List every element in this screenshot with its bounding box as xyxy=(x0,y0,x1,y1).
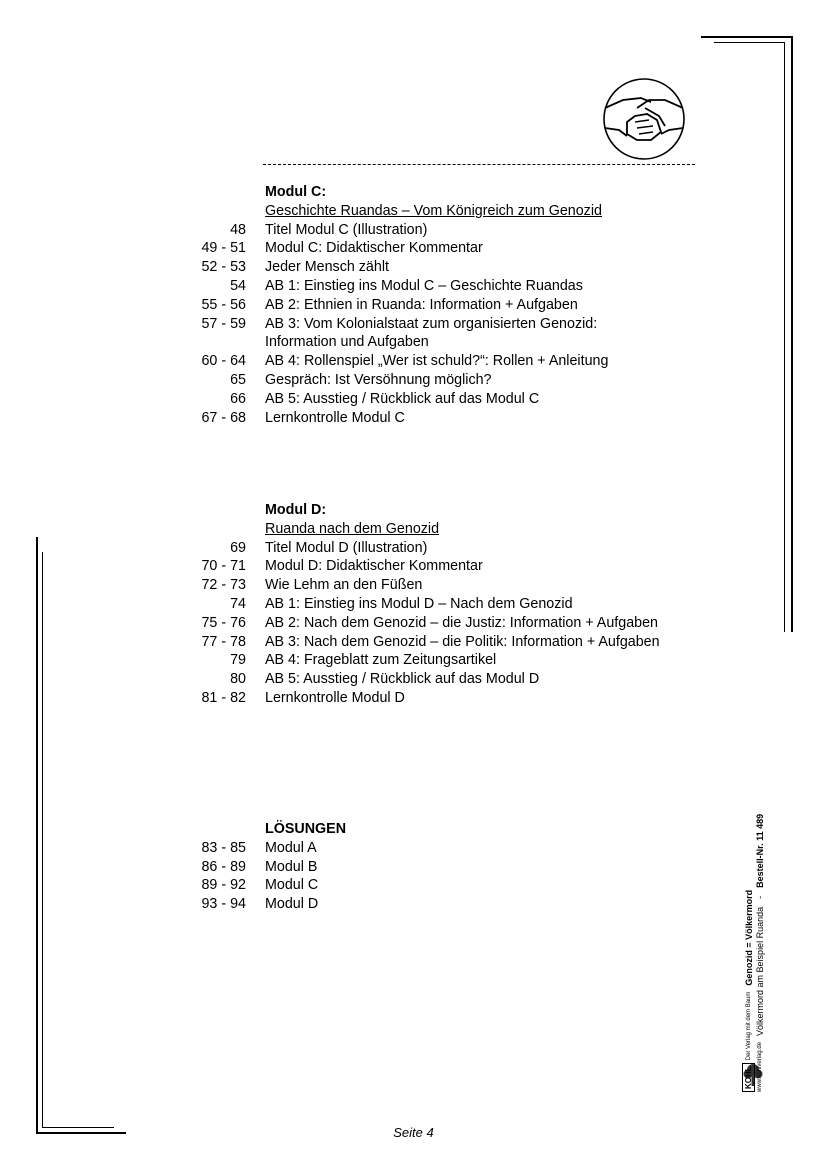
entry-title: AB 2: Nach dem Genozid – die Justiz: Information + Aufgaben xyxy=(265,614,658,631)
page-range: 49 - 51 xyxy=(201,240,246,257)
entry-title: Titel Modul C (Illustration) xyxy=(265,221,428,238)
entry-title: Wie Lehm an den Füßen xyxy=(265,577,423,594)
order-number: Bestell-Nr. 11 489 xyxy=(755,813,765,888)
entry-title: AB 4: Frageblatt zum Zeitungsartikel xyxy=(265,652,497,669)
toc-row xyxy=(190,839,710,858)
page-range: 80 xyxy=(230,671,246,688)
dashed-separator xyxy=(263,164,695,165)
publisher-info-row xyxy=(755,814,766,1092)
page-range: 89 - 92 xyxy=(201,877,246,894)
entry-title: Modul A xyxy=(265,839,317,856)
page-range: 60 - 64 xyxy=(201,353,246,370)
toc-row xyxy=(190,239,710,258)
frame-bottom-left-outer-v xyxy=(36,537,38,1134)
loesungen-section xyxy=(190,820,710,914)
publisher-block xyxy=(742,814,766,1092)
page-range: 66 xyxy=(230,390,246,407)
modul-d-subtitle: Ruanda nach dem Genozid xyxy=(265,520,440,537)
page-range: 93 - 94 xyxy=(201,896,246,913)
modul-d-subtitle-row xyxy=(190,520,710,539)
page-range: 52 - 53 xyxy=(201,259,246,276)
page-range: 65 xyxy=(230,371,246,388)
publisher-logo: KOHL xyxy=(742,1063,755,1092)
modul-c-heading-row xyxy=(190,183,710,202)
page-range: 70 - 71 xyxy=(201,558,246,575)
toc-row xyxy=(190,557,710,576)
book-subtitle: Völkermord am Beispiel Ruanda xyxy=(755,906,765,1036)
toc-row xyxy=(190,258,710,277)
toc-row xyxy=(190,633,710,652)
modul-d-section xyxy=(190,501,710,708)
toc-row xyxy=(190,371,710,390)
frame-bottom-left-inner-v xyxy=(42,552,43,1128)
publisher-tagline: Der Verlag mit dem Baum xyxy=(746,991,752,1061)
page-range: 86 - 89 xyxy=(201,858,246,875)
toc-row xyxy=(190,390,710,409)
modul-c-heading: Modul C: xyxy=(265,184,327,200)
entry-title: AB 5: Ausstieg / Rückblick auf das Modul D xyxy=(265,671,540,688)
modul-d-heading: Modul D: xyxy=(265,502,327,518)
entry-title: AB 3: Vom Kolonialstaat zum organisierten Genozid: xyxy=(265,315,598,332)
loesungen-heading-row xyxy=(190,820,710,839)
entry-title: Lernkontrolle Modul D xyxy=(265,689,405,706)
entry-title: AB 3: Nach dem Genozid – die Politik: Information + Aufgaben xyxy=(265,633,660,650)
page-range: 57 - 59 xyxy=(201,315,246,332)
handshake-icon xyxy=(601,78,687,160)
entry-title: AB 4: Rollenspiel „Wer ist schuld?“: Rollen + Anleitung xyxy=(265,353,609,370)
toc-row xyxy=(190,858,710,877)
publisher-separator: - xyxy=(755,895,765,899)
entry-title: Titel Modul D (Illustration) xyxy=(265,539,428,556)
page-range: 55 - 56 xyxy=(201,296,246,313)
entry-title: Modul D xyxy=(265,896,319,913)
page-range: 83 - 85 xyxy=(201,839,246,856)
book-title: Genozid = Völkermord xyxy=(744,889,754,986)
toc-row xyxy=(190,670,710,689)
entry-title: Information und Aufgaben xyxy=(265,334,429,351)
loesungen-list xyxy=(190,839,710,914)
toc-row xyxy=(190,315,710,334)
frame-top-right-outer-h xyxy=(701,36,793,38)
page-range: 81 - 82 xyxy=(201,689,246,706)
toc-row xyxy=(190,539,710,558)
publisher-website: www.kohlverlag.de xyxy=(757,1041,763,1092)
page-range: 79 xyxy=(230,652,246,669)
frame-top-right-inner-v xyxy=(784,42,785,632)
toc-row xyxy=(190,595,710,614)
modul-d-heading-row xyxy=(190,501,710,520)
page-number: Seite 4 xyxy=(393,1125,434,1140)
page-range: 75 - 76 xyxy=(201,614,246,631)
frame-top-right-outer-v xyxy=(791,36,793,632)
toc-row xyxy=(190,409,710,428)
toc-row xyxy=(190,614,710,633)
modul-d-list xyxy=(190,539,710,708)
page-range xyxy=(190,333,246,352)
page-range: 69 xyxy=(230,539,246,556)
entry-title: AB 5: Ausstieg / Rückblick auf das Modul C xyxy=(265,390,540,407)
entry-title: Modul B xyxy=(265,858,318,875)
toc-row xyxy=(190,876,710,895)
page-range: 74 xyxy=(230,595,246,612)
entry-title: Modul C xyxy=(265,877,319,894)
toc-row xyxy=(190,689,710,708)
toc-row xyxy=(190,296,710,315)
toc-row xyxy=(190,333,710,352)
toc-row xyxy=(190,651,710,670)
entry-title: AB 1: Einstieg ins Modul C – Geschichte Ruandas xyxy=(265,277,583,294)
entry-title: Modul C: Didaktischer Kommentar xyxy=(265,240,483,257)
modul-c-list xyxy=(190,221,710,428)
toc-row xyxy=(190,221,710,240)
page-range: 54 xyxy=(230,277,246,294)
entry-title: Gespräch: Ist Versöhnung möglich? xyxy=(265,371,492,388)
page-range: 77 - 78 xyxy=(201,633,246,650)
toc-row xyxy=(190,277,710,296)
entry-title: Lernkontrolle Modul C xyxy=(265,409,405,426)
entry-title: AB 1: Einstieg ins Modul D – Nach dem Genozid xyxy=(265,595,573,612)
loesungen-heading: LÖSUNGEN xyxy=(265,821,347,837)
page-range: 67 - 68 xyxy=(201,409,246,426)
toc-row xyxy=(190,576,710,595)
publisher-logo-row xyxy=(742,814,755,1092)
toc-row xyxy=(190,895,710,914)
modul-c-subtitle: Geschichte Ruandas – Vom Königreich zum Genozid xyxy=(265,202,602,219)
entry-title: Modul D: Didaktischer Kommentar xyxy=(265,558,483,575)
entry-title: AB 2: Ethnien in Ruanda: Information + Aufgaben xyxy=(265,296,578,313)
page-range: 72 - 73 xyxy=(201,577,246,594)
page-range: 48 xyxy=(230,221,246,238)
toc-row xyxy=(190,352,710,371)
modul-c-subtitle-row xyxy=(190,202,710,221)
modul-c-section xyxy=(190,183,710,427)
entry-title: Jeder Mensch zählt xyxy=(265,259,389,276)
frame-top-right-inner-h xyxy=(714,42,785,43)
